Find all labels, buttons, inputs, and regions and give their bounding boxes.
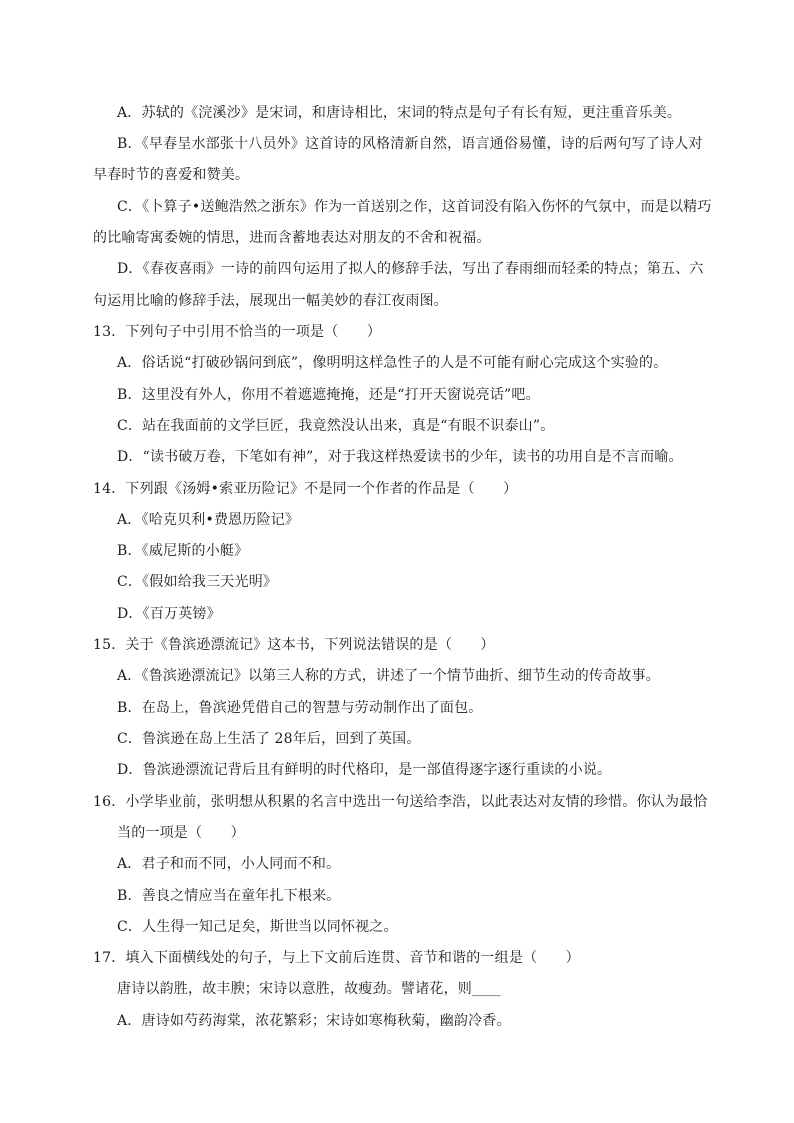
- question-15: 15．关于《鲁滨逊漂流记》这本书，下列说法错误的是（ ）: [93, 637, 495, 653]
- q14-option-b: B．《威尼斯的小艇》: [117, 543, 249, 559]
- q16-option-a: A．君子和而不同，小人同而不和。: [117, 856, 341, 872]
- question-17: 17．填入下面横线处的句子，与上下文前后连贯、音节和谐的一组是（ ）: [93, 950, 580, 966]
- question-14: 14．下列跟《汤姆•索亚历险记》不是同一个作者的作品是（ ）: [93, 481, 518, 497]
- q17-option-a: A．唐诗如芍药海棠，浓花繁彩；宋诗如寒梅秋菊，幽韵冷香。: [117, 1013, 511, 1029]
- q15-option-c: C．鲁滨逊在岛上生活了 28年后，回到了英国。: [117, 731, 421, 747]
- q12-option-b-cont: 早春时节的喜爱和赞美。: [93, 167, 250, 183]
- question-13: 13．下列句子中引用不恰当的一项是（ ）: [93, 324, 382, 340]
- q13-option-b: B．这里没有外人，你用不着遮遮掩掩，还是“打开天窗说亮话”吧。: [117, 387, 540, 403]
- q13-option-a: A．俗话说“打破砂锅问到底”，像明明这样急性子的人是不可能有耐心完成这个实验的。: [117, 355, 668, 371]
- q12-option-a: A．苏轼的《浣溪沙》是宋词，和唐诗相比，宋词的特点是句子有长有短，更注重音乐美。: [117, 105, 682, 121]
- q12-option-c: C．《卜算子•送鲍浩然之浙东》作为一首送别之作，这首词没有陷入伤怀的气氛中，而是以精巧: [117, 199, 712, 215]
- q14-option-a: A．《哈克贝利•费恩历险记》: [117, 512, 300, 528]
- question-16-cont: 当的一项是（ ）: [117, 825, 245, 841]
- q14-option-d: D．《百万英镑》: [117, 606, 221, 622]
- q17-stem: 唐诗以韵胜，故丰腴；宋诗以意胜，故瘦劲。譬诸花，则____: [117, 981, 501, 997]
- q15-option-b: B．在岛上，鲁滨逊凭借自己的智慧与劳动制作出了面包。: [117, 700, 483, 716]
- q13-option-c: C．站在我面前的文学巨匠，我竟然没认出来，真是“有眼不识泰山”。: [117, 418, 555, 434]
- q16-option-c: C．人生得一知己足矣，斯世当以同怀视之。: [117, 919, 398, 935]
- q15-option-d: D．鲁滨逊漂流记背后且有鲜明的时代格印，是一部值得逐字逐行重读的小说。: [117, 762, 612, 778]
- q12-option-c-cont: 的比喻寄寓委婉的情思，进而含蓄地表达对朋友的不舍和祝福。: [93, 230, 491, 246]
- q13-option-d: D．“读书破万卷，下笔如有神”，对于我这样热爱读书的少年，读书的功用自是不言而喻。: [117, 449, 683, 465]
- q12-option-d-cont: 句运用比喻的修辞手法，展现出一幅美妙的春江夜雨图。: [93, 293, 448, 309]
- q14-option-c: C．《假如给我三天光明》: [117, 574, 278, 590]
- q15-option-a: A．《鲁滨逊漂流记》以第三人称的方式，讲述了一个情节曲折、细节生动的传奇故事。: [117, 668, 660, 684]
- q16-option-b: B．善良之情应当在童年扎下根来。: [117, 888, 341, 904]
- q12-option-d: D．《春夜喜雨》一诗的前四句运用了拟人的修辞手法，写出了春雨细而轻柔的特点；第五、六: [117, 261, 704, 277]
- q12-option-b: B．《早春呈水部张十八员外》这首诗的风格清新自然，语言通俗易懂，诗的后两句写了诗人对: [117, 136, 703, 152]
- question-16: 16．小学毕业前，张明想从积累的名言中选出一句送给李浩，以此表达对友情的珍惜。你认为最恰: [93, 794, 708, 810]
